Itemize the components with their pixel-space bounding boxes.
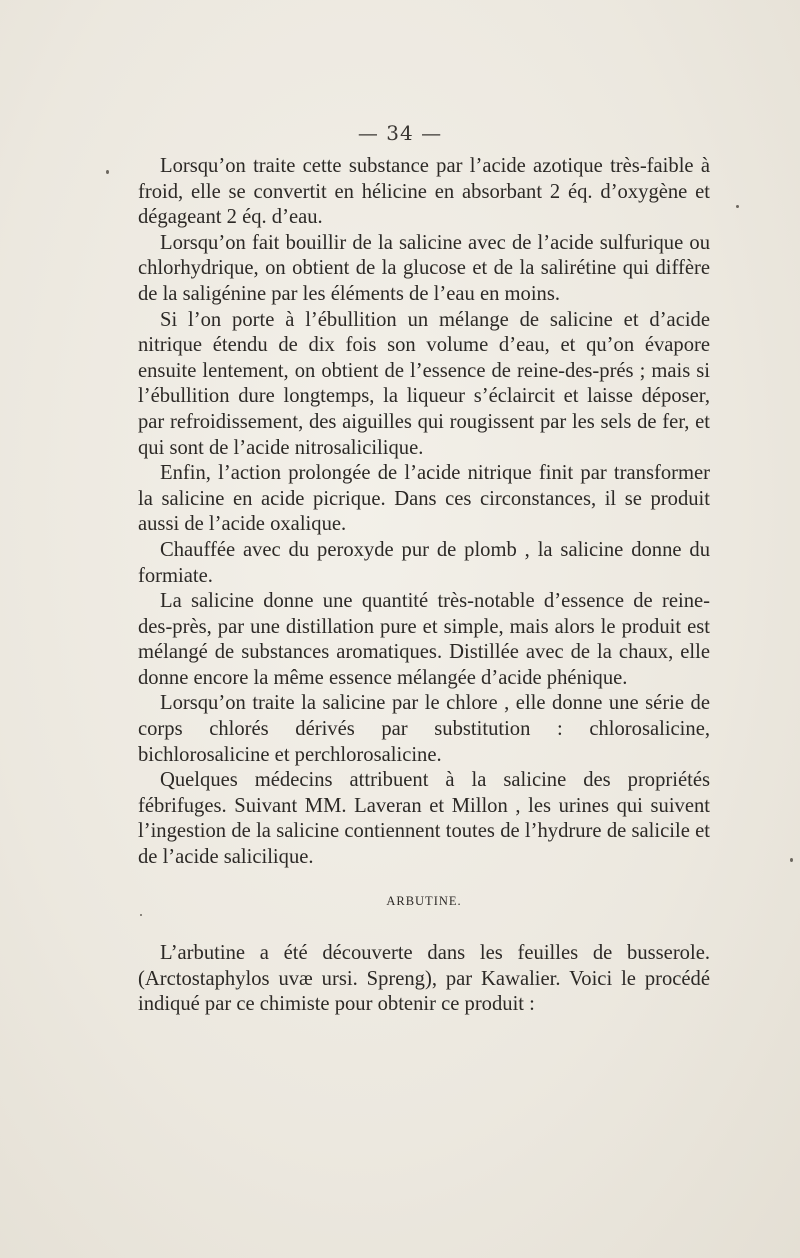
section-heading-arbutine: ARBUTINE. xyxy=(386,893,462,908)
paragraph-picric-acid: Enfin, l’action prolongée de l’acide nitrique finit par transformer la salicine en acide picrique. Dans ces circonstances, il se produit aussi de l’acide oxalique. xyxy=(138,462,710,536)
ink-speck xyxy=(106,170,109,174)
paragraph-febrifuge: Quelques médecins attribuent à la salicine des propriétés fébrifuges. Suivant MM. Laveran et Millon , les urines qui suivent l’ingestion de la salicine contiennent toutes de l’hydrure de salicile et de l’acide salicilique. xyxy=(138,769,710,869)
ink-speck xyxy=(790,858,793,862)
paragraph-sulfuric-hydrolysis: Lorsqu’on fait bouillir de la salicine avec de l’acide sulfurique ou chlorhydrique, on obtient de la glucose et de la salirétine qui diffère de la saligénine par les éléments de l’eau en moins. xyxy=(138,231,710,305)
paragraph-chlorine: Lorsqu’on traite la salicine par le chlore , elle donne une série de corps chlorés dérivés par substitution : chlorosalicine, bichlorosalicine et perchlorosalicine. xyxy=(138,692,710,766)
paragraph-nitric-boiling: Si l’on porte à l’ébullition un mélange de salicine et d’acide nitrique étendu de dix fois son volume d’eau, et qu’on évapore ensuite lentement, on obtient de l’essence de reine-des-prés ; mais si l’ébullition dure longtemps, la liqueur s’éclaircit et laisse déposer, par refroidissement, des aiguilles qui rougissent par les sels de fer, et qui sont de l’acide nitrosalicilique. xyxy=(138,308,710,459)
paragraph-nitric-oxidation: Lorsqu’on traite cette substance par l’acide azotique très-faible à froid, elle se convertit en hélicine en absorbant 2 éq. d’oxygène et dégageant 2 éq. d’eau. xyxy=(138,155,710,229)
paragraph-lead-peroxide: Chauffée avec du peroxyde pur de plomb , la salicine donne du formiate. xyxy=(138,538,710,587)
paragraph-distillation: La salicine donne une quantité très-notable d’essence de reine-des-près, par une distillation pure et simple, mais alors le produit est mélangé de substances aromatiques. Distillée avec de la chaux, elle donne encore la même essence mélangée d’acide phénique. xyxy=(138,590,710,689)
paragraph-arbutine-discovery: L’arbutine a été découverte dans les feuilles de busserole. (Arctostaphylos uvæ ursi. Spreng), par Kawalier. Voici le procédé indiqué par ce chimiste pour obtenir ce produit : xyxy=(138,942,710,1016)
ink-speck xyxy=(140,914,142,916)
ink-speck xyxy=(736,205,739,208)
body-text xyxy=(138,154,710,1018)
page-number: — 34 — xyxy=(357,121,443,145)
